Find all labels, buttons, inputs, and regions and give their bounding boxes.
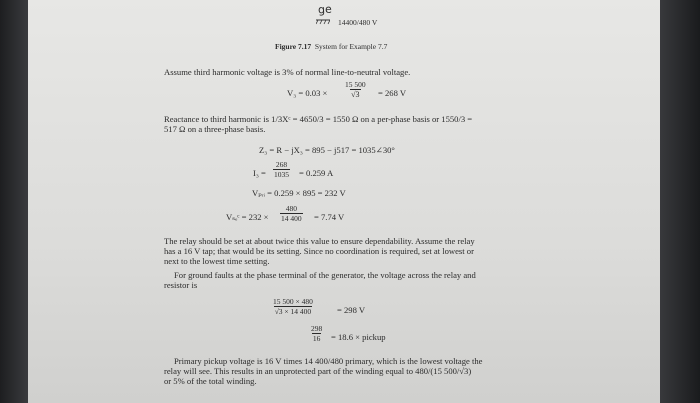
eq-vsec-lhs: Vₛₑᶜ = 232 × <box>226 212 269 222</box>
eq-v3-numerator: 15 500 <box>345 80 366 89</box>
eq-vsec-rhs: = 7.74 V <box>314 212 345 222</box>
eq-v3-lhs: V₃ = 0.03 × <box>287 88 328 98</box>
eq-vsec-numerator: 480 <box>285 204 297 213</box>
eq-fault1-numerator: 15 500 × 480 <box>273 297 313 306</box>
eq-i3-denominator: 1035 <box>274 170 289 179</box>
eq-fault2-fraction <box>310 324 323 343</box>
ground-fault-line-1: For ground faults at the phase terminal of the generator, the voltage across the relay and <box>174 270 476 280</box>
eq-i3-fraction <box>273 160 290 179</box>
ground-symbol-icon <box>316 19 330 25</box>
relay-line-2: has a 16 V tap; that would be its setting. Since no coordination is required, set at lowest or <box>164 246 474 256</box>
relay-line-1: The relay should be set at about twice this value to ensure dependability. Assume the relay <box>164 236 475 246</box>
figure-caption-text: System for Example 7.7 <box>314 42 388 51</box>
eq-fault2-numerator: 298 <box>311 324 323 333</box>
ground-fault-line-2: resistor is <box>164 280 198 290</box>
eq-fault1-fraction <box>272 297 314 316</box>
eq-fault1-denominator: √3 × 14 400 <box>274 307 312 316</box>
desk-background-left <box>0 0 28 403</box>
primary-line-1: Primary pickup voltage is 16 V times 14 400/480 primary, which is the lowest voltage the <box>174 356 483 366</box>
reactance-line-2: 517 Ω on a three-phase basis. <box>164 124 266 134</box>
handwritten-note: ge <box>317 2 333 17</box>
eq-v3-rhs: = 268 V <box>378 88 407 98</box>
relay-line-3: next to the lowest time setting. <box>164 256 270 266</box>
eq-vsec-fraction <box>280 204 303 223</box>
eq-fault2-rhs: = 18.6 × pickup <box>331 332 386 342</box>
eq-z3: Z₃ = R − jX₃ = 895 − j517 = 1035∠30° <box>259 145 395 155</box>
eq-vpri: Vₚᵣᵢ = 0.259 × 895 = 232 V <box>252 188 346 198</box>
eq-i3-lhs: I₃ = <box>253 168 266 178</box>
eq-v3-fraction <box>344 80 367 99</box>
figure-label: Figure 7.17 <box>275 42 312 51</box>
primary-line-3: or 5% of the total winding. <box>164 376 257 386</box>
eq-fault1-rhs: = 298 V <box>337 305 366 315</box>
eq-v3-denominator: √3 <box>351 90 360 99</box>
figure-voltage-label: 14400/480 V <box>338 18 378 27</box>
textbook-page <box>28 0 660 403</box>
assumption-text: Assume third harmonic voltage is 3% of normal line-to-neutral voltage. <box>164 67 411 77</box>
eq-fault2-denominator: 16 <box>312 334 321 343</box>
primary-line-2: relay will see. This results in an unprotected part of the winding equal to 480/(15 500/√3) <box>164 366 472 376</box>
figure-caption <box>275 42 387 52</box>
eq-vsec-denominator: 14 400 <box>281 214 302 223</box>
eq-i3-numerator: 268 <box>275 160 288 169</box>
desk-background-right <box>660 0 700 403</box>
reactance-line-1: Reactance to third harmonic is 1/3Xᶜ = 4650/3 = 1550 Ω on a per-phase basis or 1550/3 = <box>164 114 473 124</box>
eq-i3-rhs: = 0.259 A <box>299 168 334 178</box>
